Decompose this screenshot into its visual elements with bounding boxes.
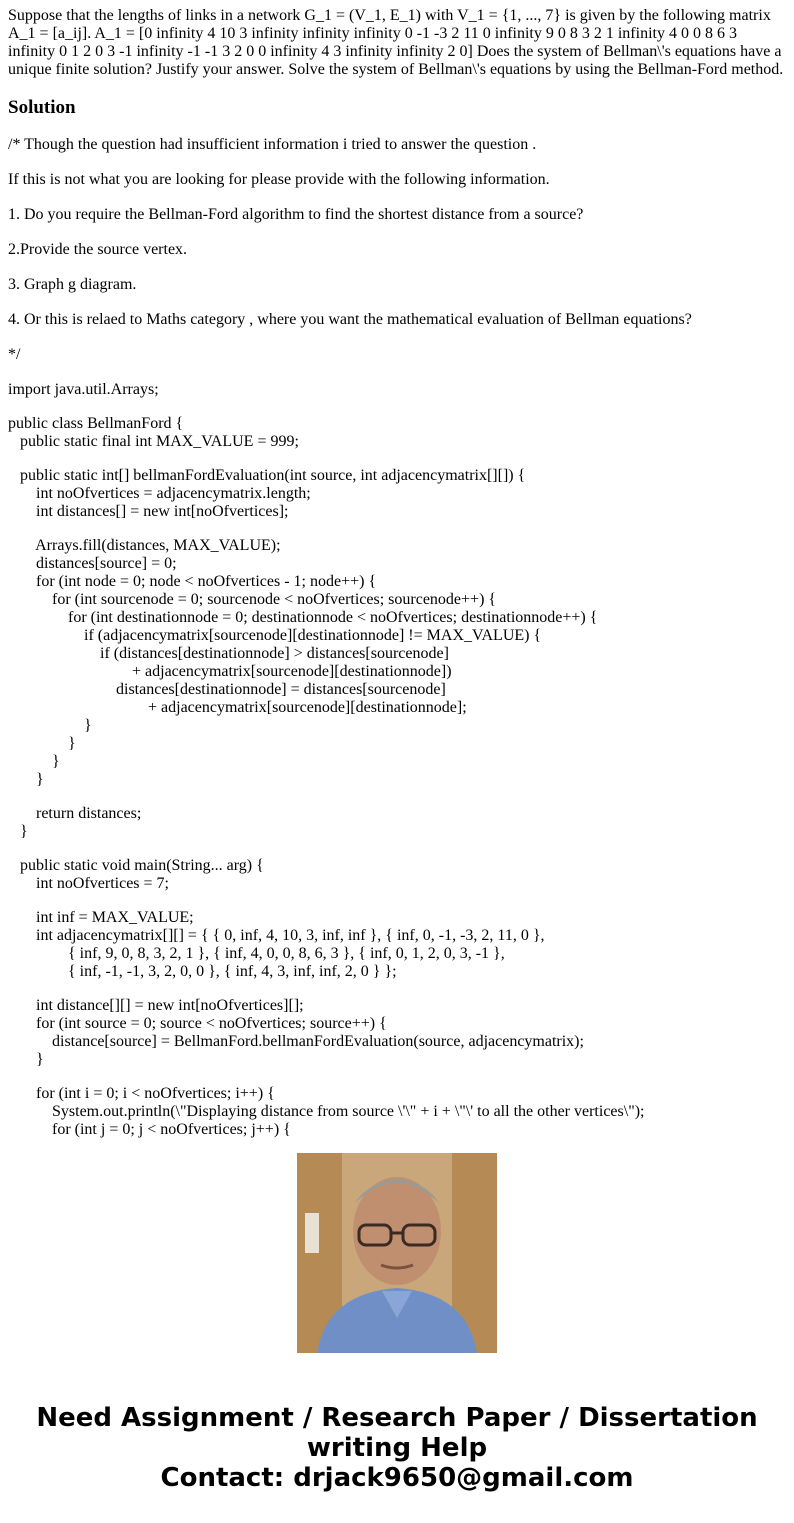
code-line: System.out.println(\"Displaying distance from source \'\" + i + \"\' to all the other vertices\"); (8, 1103, 645, 1120)
code-line: for (int destinationnode = 0; destinationnode < noOfvertices; destinationnode++) { (8, 609, 598, 626)
code-line: } (8, 717, 92, 734)
code-line (8, 789, 788, 805)
code-line: } (8, 771, 44, 788)
code-line: int distances[] = new int[noOfvertices]; (8, 503, 289, 520)
author-avatar (297, 1153, 497, 1353)
solution-heading: Solution (8, 97, 76, 118)
code-line: for (int j = 0; j < noOfvertices; j++) { (8, 1121, 291, 1138)
code-line: distances[destinationnode] = distances[sourcenode] (8, 681, 446, 698)
code-line (8, 451, 788, 467)
person-portrait-icon (297, 1153, 497, 1353)
code-line (8, 981, 788, 997)
note-item-3: 3. Graph g diagram. (8, 276, 137, 293)
note-item-1: 1. Do you require the Bellman-Ford algorithm to find the shortest distance from a source? (8, 206, 584, 223)
code-line: if (distances[destinationnode] > distances[sourcenode] (8, 645, 449, 662)
code-line (8, 1069, 788, 1085)
code-line: } (8, 735, 76, 752)
code-line: { inf, 9, 0, 8, 3, 2, 1 }, { inf, 4, 0, 0, 8, 6, 3 }, { inf, 0, 1, 2, 0, 3, -1 }, (8, 945, 505, 962)
code-line: + adjacencymatrix[sourcenode][destinationnode]) (8, 663, 452, 680)
note-intro: /* Though the question had insufficient information i tried to answer the question . (8, 136, 537, 153)
code-line: public static final int MAX_VALUE = 999; (8, 433, 299, 450)
note-request: If this is not what you are looking for please provide with the following information. (8, 171, 550, 188)
import-statement: import java.util.Arrays; (8, 381, 159, 398)
code-line: { inf, -1, -1, 3, 2, 0, 0 }, { inf, 4, 3, inf, inf, 2, 0 } }; (8, 963, 397, 980)
question-text: Suppose that the lengths of links in a network G_1 = (V_1, E_1) with V_1 = {1, ..., 7} is given by the following matrix A_1 = [a_ij]. A_1 = [0 infinity 4 10 3 infinity infinity infinity 0 -1 -3 2 11 0 infinity 9 0 8 3 2 1 infinity 4 0 0 8 6 3 infinity 0 1 2 0 3 -1 infinity -1 -1 3 2 0 0 infinity 4 3 infinity infinity 2 0] Does the system of Bellman\'s equations have a unique finite solution? Justify your answer. Solve the system of Bellman\'s equations by using the Bellman-Ford method. (8, 7, 784, 78)
code-line: public class BellmanFord { (8, 415, 184, 432)
code-line: } (8, 753, 60, 770)
promo-line-1: Need Assignment / Research Paper / Dissertation (36, 1403, 758, 1433)
code-line (8, 521, 788, 537)
code-block (8, 415, 788, 1139)
code-line (8, 893, 788, 909)
comment-close: */ (8, 346, 21, 363)
code-line: distances[source] = 0; (8, 555, 177, 572)
code-line: Arrays.fill(distances, MAX_VALUE); (8, 537, 281, 554)
code-line: + adjacencymatrix[sourcenode][destinationnode]; (8, 699, 467, 716)
code-line: for (int i = 0; i < noOfvertices; i++) { (8, 1085, 275, 1102)
code-line: } (8, 1051, 44, 1068)
solution-document (8, 0, 788, 1138)
code-line: public static void main(String... arg) { (8, 857, 264, 874)
code-line: int noOfvertices = adjacencymatrix.length; (8, 485, 311, 502)
code-line: int inf = MAX_VALUE; (8, 909, 194, 926)
code-line: } (8, 823, 28, 840)
code-line: int adjacencymatrix[][] = { { 0, inf, 4, 10, 3, inf, inf }, { inf, 0, -1, -3, 2, 11, 0 }, (8, 927, 545, 944)
code-line: distance[source] = BellmanFord.bellmanFordEvaluation(source, adjacencymatrix); (8, 1033, 584, 1050)
code-line: for (int node = 0; node < noOfvertices - 1; node++) { (8, 573, 377, 590)
code-line (8, 841, 788, 857)
code-line: for (int sourcenode = 0; sourcenode < noOfvertices; sourcenode++) { (8, 591, 497, 608)
note-item-2: 2.Provide the source vertex. (8, 241, 188, 258)
note-item-4: 4. Or this is relaed to Maths category , where you want the mathematical evaluation of Bellman equations? (8, 311, 692, 328)
code-line: public static int[] bellmanFordEvaluation(int source, int adjacencymatrix[][]) { (8, 467, 526, 484)
promo-contact: Contact: drjack9650@gmail.com (160, 1463, 634, 1493)
promo-line-2: writing Help (306, 1433, 488, 1463)
code-line: if (adjacencymatrix[sourcenode][destinationnode] != MAX_VALUE) { (8, 627, 542, 644)
code-line: int distance[][] = new int[noOfvertices][]; (8, 997, 304, 1014)
promo-banner (0, 1403, 794, 1493)
code-line: for (int source = 0; source < noOfvertices; source++) { (8, 1015, 387, 1032)
code-line: int noOfvertices = 7; (8, 875, 169, 892)
code-line: return distances; (8, 805, 142, 822)
